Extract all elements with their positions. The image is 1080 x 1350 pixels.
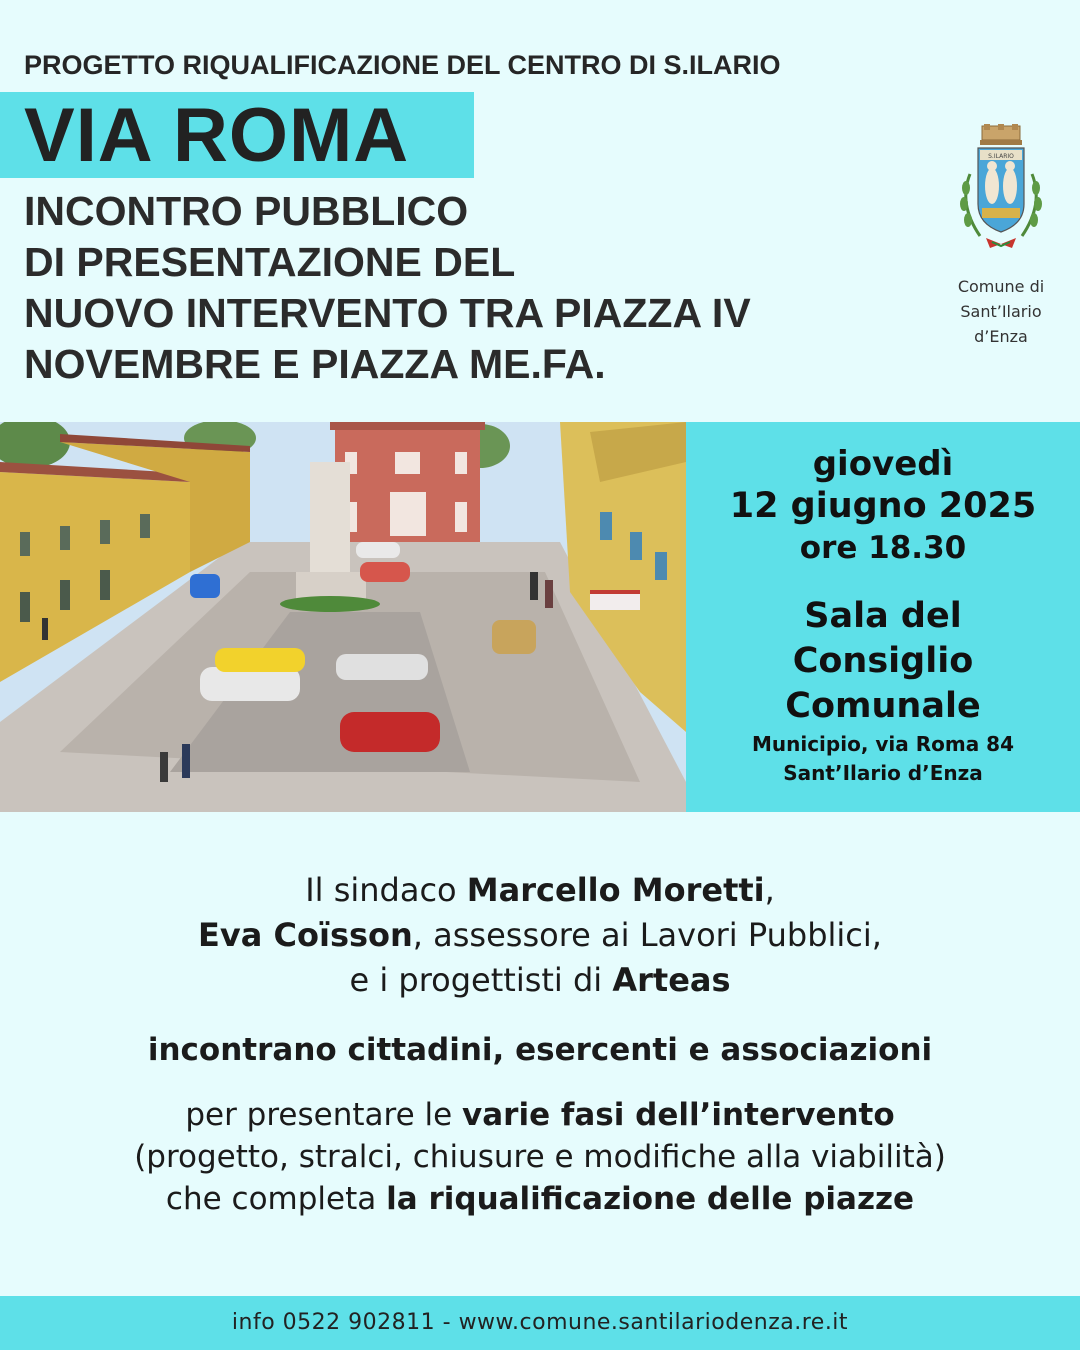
project-kicker: PROGETTO RIQUALIFICAZIONE DEL CENTRO DI S.ILARIO [24,50,781,80]
subtitle-line-3: NUOVO INTERVENTO TRA PIAZZA IV [24,290,751,336]
municipality-label-line-1: Comune di [957,277,1045,296]
purpose-text: per presentare le [185,1097,463,1133]
purpose-paragraph [0,1094,1080,1220]
speakers-text: , assessore ai Lavori Pubblici, [412,916,882,954]
councillor-name: Eva Coïsson [198,916,413,954]
page-title: VIA ROMA [24,93,410,178]
speakers-paragraph [0,868,1080,1003]
speakers-text: e i progettisti di [349,961,613,999]
municipality-label [930,274,1072,349]
speakers-line-2 [0,913,1080,958]
footer-contact[interactable]: info 0522 902811 - www.comune.santilariodenza.re.it [0,1296,1080,1350]
event-address-line-1: Municipio, via Roma 84 [751,732,1015,756]
subtitle-line-1: INCONTRO PUBBLICO [24,188,469,234]
event-venue-line-3: Comunale [785,686,981,726]
municipality-label-line-3: d’Enza [974,327,1028,346]
subtitle-line-2: DI PRESENTAZIONE DEL [24,239,516,285]
crest-text: S.ILARIO [988,153,1014,160]
municipality-label-line-2: Sant’Ilario [960,302,1042,321]
event-venue-line-1: Sala del [804,596,962,636]
speakers-line-1 [0,868,1080,913]
speakers-line-3 [0,958,1080,1003]
municipal-crest-icon [950,124,1052,260]
purpose-highlight: varie fasi dell’intervento [462,1097,895,1133]
event-day: giovedì [812,444,954,484]
event-venue [686,594,1080,729]
event-address-line-2: Sant’Ilario d’Enza [783,761,983,785]
purpose-line-1 [0,1094,1080,1136]
event-time: ore 18.30 [799,530,967,566]
event-info-box [686,422,1080,812]
subtitle [24,186,751,390]
speakers-text: , [764,871,775,909]
purpose-text: che completa [165,1181,387,1217]
speakers-text: Il sindaco [305,871,467,909]
audience-paragraph: incontrano cittadini, esercenti e associazioni [147,1032,933,1068]
purpose-highlight: la riqualificazione delle piazze [386,1181,915,1217]
designers-name: Arteas [612,961,731,999]
purpose-line-2: (progetto, stralci, chiusure e modifiche alla viabilità) [134,1139,946,1175]
purpose-line-3 [0,1178,1080,1220]
event-date: 12 giugno 2025 [729,486,1037,526]
event-venue-line-2: Consiglio [792,641,974,681]
subtitle-line-4: NOVEMBRE E PIAZZA ME.FA. [24,341,606,387]
square-rendering-image [0,422,686,812]
event-address [686,730,1080,788]
mayor-name: Marcello Moretti [466,871,765,909]
